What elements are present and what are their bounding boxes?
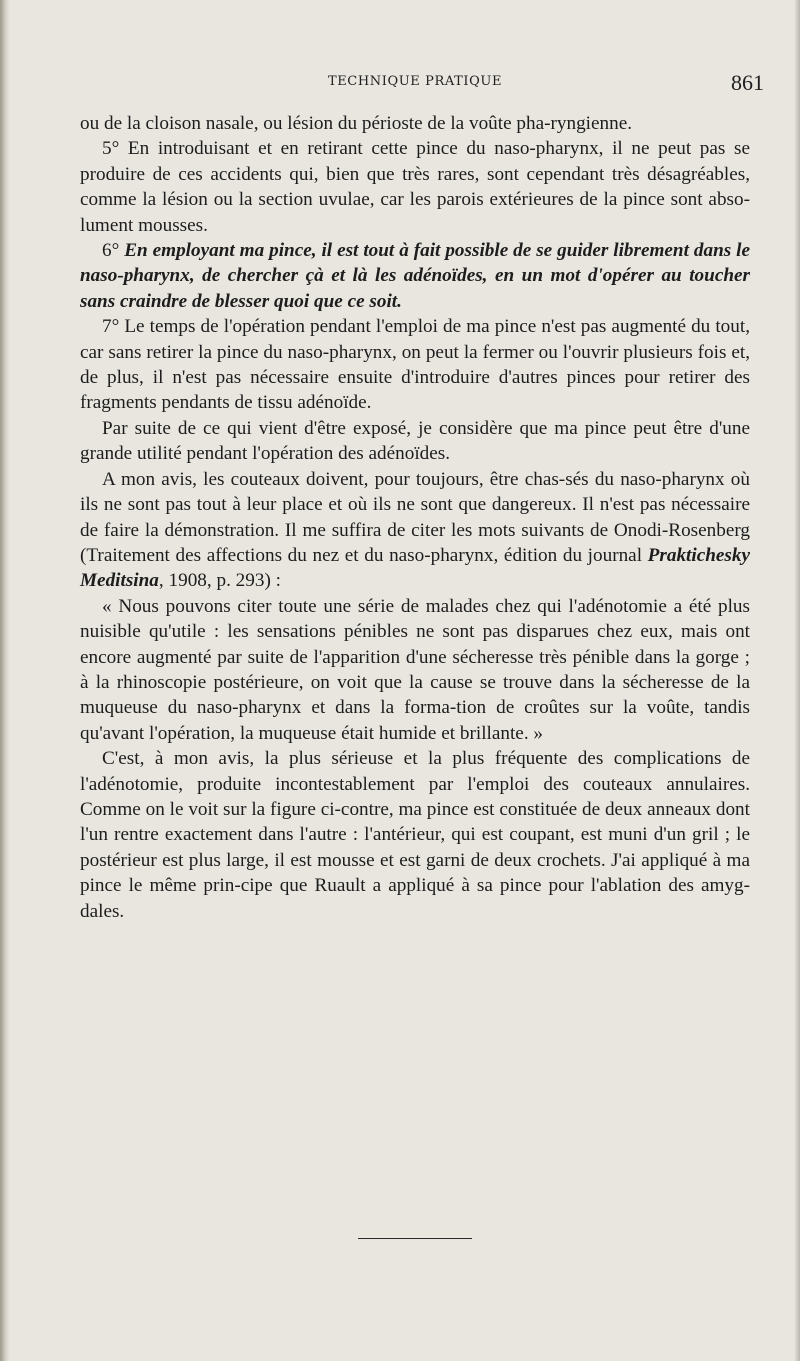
- quotation: « Nous pouvons citer toute une série de malades chez qui l'adénotomie a été plus nuisible qu'utile : les sensations pénibles ne sont pas disparues chez eux, mais ont encore augmenté par suite de l'apparition d'une sécheresse très pénible dans la gorge ; à la rhinoscopie postérieure, on voit que la cause se trouve dans la sécheresse de la muqueuse du naso-pharynx et dans la forma-tion de croûtes sur la voûte, tandis qu'avant l'opération, la muqueuse était humide et brillante. »: [80, 595, 750, 744]
- paragraph-text: , 1908, p. 293) :: [158, 570, 281, 592]
- paragraph-text: A mon avis, les couteaux doivent, pour toujours, être chas-sés du naso-pharynx où ils ne sont pas tout à leur place et où ils ne sont que dangereux. Il n'est pas nécessaire de faire la démonstration. Il me suffira de citer les mots suivants de Onodi-Rosenberg (Traitement des affections du nez et du naso-pharynx, édition du journal: [80, 468, 750, 566]
- paragraph: ou de la cloison nasale, ou lésion du périoste de la voûte pha-ryngienne.: [80, 113, 633, 134]
- running-head: [80, 70, 764, 96]
- italic-statement: En employant ma pince, il est tout à fait possible de se guider librement dans le naso-pharynx, de chercher çà et là les adénoïdes, en un mot d'opérer au toucher sans craindre de blesser quoi que ce soit.: [80, 240, 750, 312]
- paragraph-italic-point: [80, 238, 750, 314]
- paragraph-citation: [80, 467, 750, 594]
- section-end-rule: [358, 1238, 472, 1239]
- page-number: 861: [731, 70, 764, 95]
- paragraph: C'est, à mon avis, la plus sérieuse et la plus fréquente des complications de l'adénotomie, produite incontestablement par l'emploi des couteaux annulaires. Comme on le voit sur la figure ci-contre, ma pince est constituée de deux anneaux dont l'un rentre exactement dans l'autre : l'antérieur, qui est coupant, est muni d'un gril ; le postérieur est plus large, il est mousse et est garni de deux crochets. J'ai appliqué à ma pince le même prin-cipe que Ruault a appliqué à sa pince pour l'ablation des amyg-dales.: [80, 748, 750, 922]
- paragraph: Par suite de ce qui vient d'être exposé, je considère que ma pince peut être d'une grande utilité pendant l'opération des adénoïdes.: [80, 417, 750, 465]
- body-text: [80, 111, 750, 924]
- page-edge-shadow: [794, 0, 800, 1361]
- paragraph: 7° Le temps de l'opération pendant l'emploi de ma pince n'est pas augmenté du tout, car sans retirer la pince du naso-pharynx, on peut la fermer ou l'ouvrir plusieurs fois et, de plus, il n'est pas nécessaire ensuite d'introduire d'autres pinces pour retirer des fragments pendants de tissu adénoïde.: [80, 316, 750, 414]
- journal-title: Praktichesky Meditsina: [80, 544, 750, 592]
- page-gutter-shadow: [0, 0, 10, 1361]
- running-head-title: TECHNIQUE PRATIQUE: [327, 74, 503, 89]
- point-number: 6°: [102, 240, 125, 262]
- paragraph: 5° En introduisant et en retirant cette pince du naso-pharynx, il ne peut pas se produire de ces accidents qui, bien que très rares, sont cependant très désagréables, comme la lésion ou la section uvulae, car les parois extérieures de la pince sont abso-lument mousses.: [80, 138, 750, 236]
